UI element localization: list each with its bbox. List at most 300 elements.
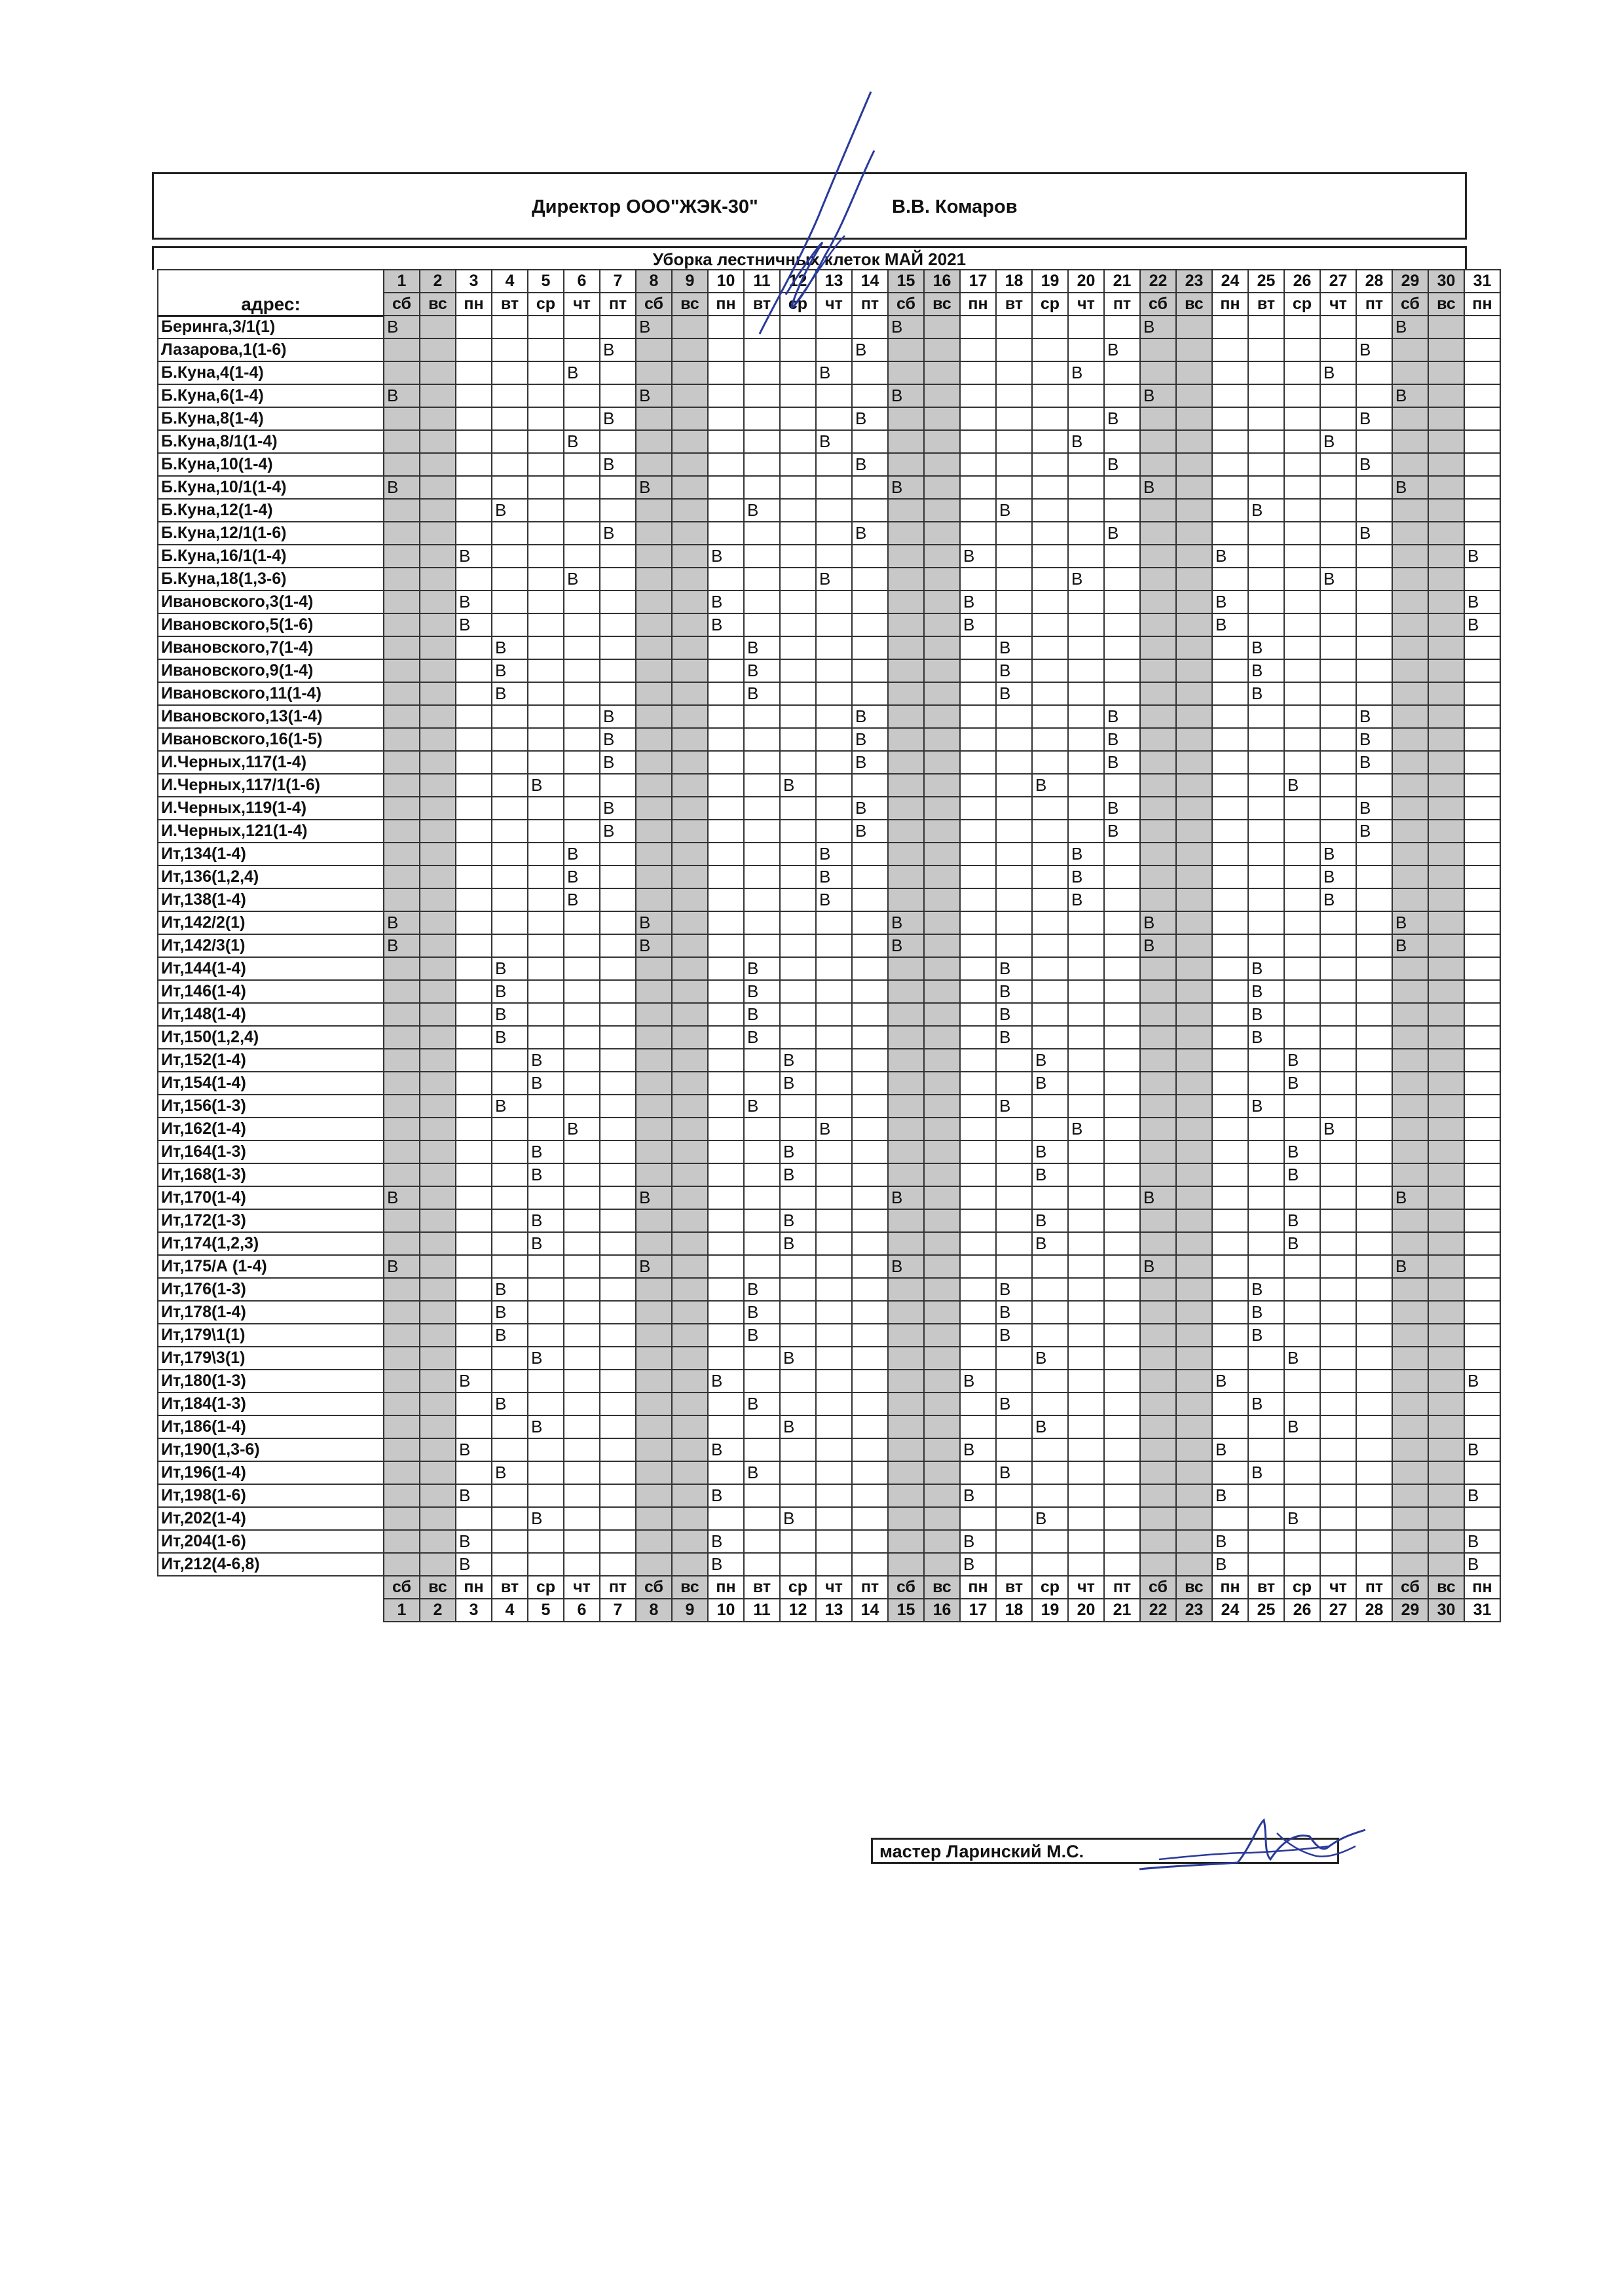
cleaning-mark: В bbox=[996, 1461, 1032, 1484]
schedule-cell bbox=[1428, 1163, 1464, 1186]
cleaning-mark: В bbox=[780, 1347, 816, 1370]
schedule-cell bbox=[420, 1393, 456, 1415]
schedule-cell bbox=[996, 453, 1032, 476]
cleaning-mark: В bbox=[744, 1278, 780, 1301]
schedule-cell bbox=[492, 866, 528, 888]
schedule-cell bbox=[1428, 499, 1464, 522]
cleaning-mark: В bbox=[1104, 728, 1140, 751]
schedule-cell bbox=[420, 1163, 456, 1186]
cleaning-mark: В bbox=[492, 1278, 528, 1301]
footer-blank bbox=[158, 1599, 384, 1622]
schedule-cell bbox=[1284, 797, 1320, 820]
weekday: сб bbox=[1140, 293, 1176, 316]
day-number: 10 bbox=[708, 1599, 744, 1622]
cleaning-mark: В bbox=[996, 1324, 1032, 1347]
cleaning-mark: В bbox=[708, 613, 744, 636]
schedule-cell bbox=[924, 774, 960, 797]
schedule-cell bbox=[564, 453, 600, 476]
schedule-cell bbox=[708, 934, 744, 957]
address-cell: Ит,142/3(1) bbox=[158, 934, 384, 957]
schedule-cell bbox=[672, 568, 708, 591]
weekday: чт bbox=[1320, 1576, 1356, 1599]
schedule-cell bbox=[636, 407, 672, 430]
schedule-cell bbox=[456, 1393, 492, 1415]
schedule-cell bbox=[672, 1163, 708, 1186]
schedule-cell bbox=[492, 1163, 528, 1186]
cleaning-mark: В bbox=[708, 1370, 744, 1393]
schedule-cell bbox=[744, 1049, 780, 1072]
schedule-cell bbox=[744, 1118, 780, 1140]
schedule-cell bbox=[816, 1347, 852, 1370]
schedule-cell bbox=[456, 797, 492, 820]
table-row bbox=[158, 1393, 1500, 1415]
schedule-cell bbox=[744, 797, 780, 820]
address-cell: Ивановского,9(1-4) bbox=[158, 659, 384, 682]
schedule-cell bbox=[528, 682, 564, 705]
schedule-cell bbox=[1176, 751, 1212, 774]
schedule-cell bbox=[1212, 1278, 1248, 1301]
schedule-cell bbox=[744, 361, 780, 384]
schedule-cell bbox=[600, 1186, 636, 1209]
cleaning-mark: В bbox=[996, 1026, 1032, 1049]
table-row bbox=[158, 911, 1500, 934]
address-cell: И.Черных,121(1-4) bbox=[158, 820, 384, 843]
schedule-cell bbox=[744, 1553, 780, 1576]
schedule-cell bbox=[816, 1186, 852, 1209]
schedule-cell bbox=[528, 1461, 564, 1484]
schedule-cell bbox=[564, 1370, 600, 1393]
cleaning-mark: В bbox=[384, 384, 420, 407]
cleaning-mark: В bbox=[1140, 911, 1176, 934]
schedule-cell bbox=[1284, 1484, 1320, 1507]
schedule-cell bbox=[1320, 797, 1356, 820]
schedule-cell bbox=[1104, 1324, 1140, 1347]
schedule-cell bbox=[672, 1507, 708, 1530]
schedule-cell bbox=[816, 751, 852, 774]
schedule-cell bbox=[1320, 1415, 1356, 1438]
schedule-cell bbox=[1248, 774, 1284, 797]
schedule-cell bbox=[708, 1118, 744, 1140]
schedule-cell bbox=[672, 1255, 708, 1278]
schedule-cell bbox=[600, 1140, 636, 1163]
schedule-cell bbox=[852, 888, 888, 911]
cleaning-mark: В bbox=[780, 1209, 816, 1232]
schedule-cell bbox=[924, 430, 960, 453]
address-cell: Ит,204(1-6) bbox=[158, 1530, 384, 1553]
schedule-cell bbox=[1464, 980, 1500, 1003]
cleaning-mark: В bbox=[852, 407, 888, 430]
schedule-cell bbox=[960, 934, 996, 957]
table-row bbox=[158, 728, 1500, 751]
schedule-cell bbox=[1320, 1301, 1356, 1324]
schedule-cell bbox=[1320, 1095, 1356, 1118]
schedule-cell bbox=[996, 820, 1032, 843]
schedule-cell bbox=[816, 820, 852, 843]
schedule-cell bbox=[924, 613, 960, 636]
schedule-cell bbox=[528, 522, 564, 545]
schedule-cell bbox=[1212, 797, 1248, 820]
schedule-cell bbox=[1284, 1438, 1320, 1461]
schedule-cell bbox=[1320, 1255, 1356, 1278]
schedule-cell bbox=[924, 407, 960, 430]
day-number: 23 bbox=[1176, 1599, 1212, 1622]
weekday: чт bbox=[816, 293, 852, 316]
schedule-cell bbox=[384, 591, 420, 613]
schedule-cell bbox=[1068, 1095, 1104, 1118]
schedule-cell bbox=[1176, 476, 1212, 499]
schedule-cell bbox=[1320, 591, 1356, 613]
schedule-cell bbox=[420, 934, 456, 957]
schedule-cell bbox=[672, 820, 708, 843]
schedule-cell bbox=[1356, 1461, 1392, 1484]
schedule-cell bbox=[708, 705, 744, 728]
schedule-cell bbox=[924, 1347, 960, 1370]
schedule-cell bbox=[888, 1209, 924, 1232]
schedule-cell bbox=[528, 728, 564, 751]
schedule-cell bbox=[1392, 1095, 1428, 1118]
schedule-cell bbox=[960, 797, 996, 820]
address-cell: Ит,136(1,2,4) bbox=[158, 866, 384, 888]
schedule-cell bbox=[600, 774, 636, 797]
schedule-cell bbox=[960, 1461, 996, 1484]
schedule-cell bbox=[1392, 888, 1428, 911]
schedule-cell bbox=[1176, 636, 1212, 659]
schedule-cell bbox=[1464, 888, 1500, 911]
schedule-cell bbox=[888, 659, 924, 682]
schedule-cell bbox=[1284, 1301, 1320, 1324]
schedule-cell bbox=[996, 1347, 1032, 1370]
schedule-cell bbox=[1140, 1232, 1176, 1255]
cleaning-mark: В bbox=[996, 1393, 1032, 1415]
schedule-cell bbox=[600, 316, 636, 338]
schedule-cell bbox=[636, 820, 672, 843]
schedule-cell bbox=[852, 1461, 888, 1484]
schedule-cell bbox=[708, 453, 744, 476]
schedule-cell bbox=[1464, 1347, 1500, 1370]
schedule-cell bbox=[492, 705, 528, 728]
cleaning-mark: В bbox=[456, 545, 492, 568]
schedule-cell bbox=[1392, 613, 1428, 636]
schedule-cell bbox=[1428, 843, 1464, 866]
schedule-cell bbox=[960, 705, 996, 728]
schedule-cell bbox=[960, 453, 996, 476]
schedule-cell bbox=[708, 911, 744, 934]
schedule-cell bbox=[852, 613, 888, 636]
address-cell: Ит,164(1-3) bbox=[158, 1140, 384, 1163]
schedule-cell bbox=[420, 1301, 456, 1324]
schedule-cell bbox=[1284, 1003, 1320, 1026]
schedule-cell bbox=[996, 728, 1032, 751]
schedule-cell bbox=[1392, 659, 1428, 682]
schedule-cell bbox=[960, 728, 996, 751]
schedule-cell bbox=[1320, 338, 1356, 361]
schedule-cell bbox=[1212, 1209, 1248, 1232]
schedule-cell bbox=[456, 361, 492, 384]
cleaning-mark: В bbox=[384, 476, 420, 499]
schedule-cell bbox=[1320, 682, 1356, 705]
schedule-cell bbox=[924, 1278, 960, 1301]
schedule-cell bbox=[1212, 430, 1248, 453]
schedule-cell bbox=[780, 866, 816, 888]
schedule-cell bbox=[816, 316, 852, 338]
schedule-cell bbox=[924, 384, 960, 407]
cleaning-mark: В bbox=[1284, 1415, 1320, 1438]
schedule-cell bbox=[780, 728, 816, 751]
schedule-cell bbox=[1068, 1209, 1104, 1232]
weekday: пн bbox=[708, 293, 744, 316]
schedule-cell bbox=[384, 1049, 420, 1072]
schedule-cell bbox=[1104, 316, 1140, 338]
schedule-cell bbox=[960, 1278, 996, 1301]
address-cell: Ит,212(4-6,8) bbox=[158, 1553, 384, 1576]
schedule-cell bbox=[672, 338, 708, 361]
schedule-cell bbox=[1104, 1072, 1140, 1095]
schedule-cell bbox=[852, 1301, 888, 1324]
address-cell: Ит,134(1-4) bbox=[158, 843, 384, 866]
schedule-cell bbox=[1248, 820, 1284, 843]
schedule-cell bbox=[708, 636, 744, 659]
schedule-cell bbox=[1392, 957, 1428, 980]
schedule-cell bbox=[600, 1370, 636, 1393]
schedule-cell bbox=[1248, 1186, 1284, 1209]
schedule-cell bbox=[1068, 591, 1104, 613]
cleaning-mark: В bbox=[996, 1278, 1032, 1301]
schedule-cell bbox=[384, 957, 420, 980]
schedule-cell bbox=[1428, 888, 1464, 911]
schedule-cell bbox=[1428, 1415, 1464, 1438]
cleaning-mark: В bbox=[1248, 1461, 1284, 1484]
director-name: В.В. Комаров bbox=[892, 196, 1018, 217]
schedule-cell bbox=[1176, 1530, 1212, 1553]
schedule-cell bbox=[816, 1530, 852, 1553]
schedule-cell bbox=[960, 338, 996, 361]
schedule-cell bbox=[420, 338, 456, 361]
schedule-cell bbox=[1464, 659, 1500, 682]
schedule-cell bbox=[1140, 682, 1176, 705]
schedule-cell bbox=[456, 1163, 492, 1186]
schedule-cell bbox=[924, 1393, 960, 1415]
schedule-cell bbox=[1284, 338, 1320, 361]
address-cell: Ит,168(1-3) bbox=[158, 1163, 384, 1186]
day-number: 18 bbox=[996, 1599, 1032, 1622]
table-row bbox=[158, 1095, 1500, 1118]
schedule-cell bbox=[492, 407, 528, 430]
schedule-cell bbox=[1464, 934, 1500, 957]
schedule-cell bbox=[384, 843, 420, 866]
schedule-cell bbox=[672, 1301, 708, 1324]
schedule-cell bbox=[636, 705, 672, 728]
cleaning-mark: В bbox=[744, 1461, 780, 1484]
day-number: 31 bbox=[1464, 270, 1500, 293]
cleaning-mark: В bbox=[780, 1072, 816, 1095]
schedule-cell bbox=[1356, 1301, 1392, 1324]
weekday: вт bbox=[492, 293, 528, 316]
weekday: пн bbox=[456, 293, 492, 316]
schedule-cell bbox=[780, 843, 816, 866]
schedule-cell bbox=[1176, 613, 1212, 636]
schedule-cell bbox=[924, 1301, 960, 1324]
cleaning-mark: В bbox=[1212, 1484, 1248, 1507]
schedule-cell bbox=[816, 384, 852, 407]
schedule-cell bbox=[636, 568, 672, 591]
schedule-cell bbox=[1176, 453, 1212, 476]
table-row bbox=[158, 1072, 1500, 1095]
schedule-cell bbox=[1464, 384, 1500, 407]
schedule-cell bbox=[1284, 820, 1320, 843]
schedule-cell bbox=[1140, 430, 1176, 453]
address-cell: Б.Куна,8/1(1-4) bbox=[158, 430, 384, 453]
cleaning-mark: В bbox=[1104, 820, 1140, 843]
cleaning-mark: В bbox=[1248, 1324, 1284, 1347]
schedule-cell bbox=[636, 591, 672, 613]
cleaning-mark: В bbox=[960, 1370, 996, 1393]
schedule-cell bbox=[744, 934, 780, 957]
day-number: 4 bbox=[492, 270, 528, 293]
schedule-cell bbox=[564, 1438, 600, 1461]
schedule-cell bbox=[888, 568, 924, 591]
schedule-cell bbox=[1104, 866, 1140, 888]
schedule-cell bbox=[1248, 934, 1284, 957]
cleaning-mark: В bbox=[780, 1140, 816, 1163]
schedule-cell bbox=[960, 659, 996, 682]
cleaning-mark: В bbox=[528, 1072, 564, 1095]
cleaning-mark: В bbox=[1212, 613, 1248, 636]
schedule-cell bbox=[924, 361, 960, 384]
schedule-cell bbox=[420, 1026, 456, 1049]
schedule-cell bbox=[564, 1415, 600, 1438]
schedule-cell bbox=[1140, 1484, 1176, 1507]
weekday: сб bbox=[1392, 293, 1428, 316]
schedule-cell bbox=[492, 1438, 528, 1461]
schedule-cell bbox=[708, 361, 744, 384]
schedule-cell bbox=[1104, 476, 1140, 499]
schedule-cell bbox=[1428, 911, 1464, 934]
schedule-cell bbox=[1176, 1072, 1212, 1095]
schedule-cell bbox=[456, 843, 492, 866]
schedule-cell bbox=[564, 613, 600, 636]
schedule-cell bbox=[780, 1553, 816, 1576]
schedule-cell bbox=[1176, 1461, 1212, 1484]
schedule-cell bbox=[420, 957, 456, 980]
schedule-cell bbox=[996, 613, 1032, 636]
schedule-cell bbox=[672, 1438, 708, 1461]
schedule-cell bbox=[888, 1232, 924, 1255]
table-row bbox=[158, 1324, 1500, 1347]
address-cell: Ит,150(1,2,4) bbox=[158, 1026, 384, 1049]
schedule-cell bbox=[636, 682, 672, 705]
schedule-cell bbox=[420, 980, 456, 1003]
schedule-cell bbox=[1104, 1163, 1140, 1186]
day-number: 27 bbox=[1320, 1599, 1356, 1622]
schedule-cell bbox=[1428, 934, 1464, 957]
schedule-cell bbox=[600, 1553, 636, 1576]
schedule-cell bbox=[420, 453, 456, 476]
schedule-cell bbox=[1428, 1484, 1464, 1507]
schedule-cell bbox=[600, 980, 636, 1003]
schedule-cell bbox=[1320, 1140, 1356, 1163]
schedule-cell bbox=[1320, 980, 1356, 1003]
cleaning-mark: В bbox=[636, 316, 672, 338]
cleaning-mark: В bbox=[744, 636, 780, 659]
schedule-cell bbox=[816, 1438, 852, 1461]
schedule-cell bbox=[1248, 1140, 1284, 1163]
schedule-cell bbox=[780, 797, 816, 820]
cleaning-mark: В bbox=[1248, 1095, 1284, 1118]
schedule-cell bbox=[960, 430, 996, 453]
schedule-cell bbox=[384, 1301, 420, 1324]
schedule-cell bbox=[492, 888, 528, 911]
weekday: пт bbox=[852, 293, 888, 316]
schedule-cell bbox=[600, 843, 636, 866]
schedule-cell bbox=[636, 636, 672, 659]
schedule-cell bbox=[1104, 1095, 1140, 1118]
schedule-cell bbox=[1212, 1003, 1248, 1026]
schedule-cell bbox=[636, 751, 672, 774]
cleaning-mark: В bbox=[1212, 545, 1248, 568]
cleaning-mark: В bbox=[852, 751, 888, 774]
schedule-cell bbox=[1428, 1072, 1464, 1095]
schedule-cell bbox=[1464, 568, 1500, 591]
schedule-cell bbox=[780, 1186, 816, 1209]
schedule-cell bbox=[1464, 1118, 1500, 1140]
schedule-cell bbox=[420, 911, 456, 934]
schedule-cell bbox=[492, 843, 528, 866]
schedule-cell bbox=[492, 338, 528, 361]
schedule-cell bbox=[420, 659, 456, 682]
address-cell: Ит,154(1-4) bbox=[158, 1072, 384, 1095]
schedule-cell bbox=[456, 934, 492, 957]
schedule-cell bbox=[1140, 613, 1176, 636]
schedule-cell bbox=[924, 1415, 960, 1438]
day-number: 16 bbox=[924, 270, 960, 293]
cleaning-mark: В bbox=[888, 384, 924, 407]
schedule-cell bbox=[492, 911, 528, 934]
day-number: 25 bbox=[1248, 1599, 1284, 1622]
schedule-cell bbox=[564, 1530, 600, 1553]
schedule-cell bbox=[456, 1301, 492, 1324]
schedule-cell bbox=[960, 911, 996, 934]
schedule-cell bbox=[528, 453, 564, 476]
schedule-cell bbox=[1428, 1140, 1464, 1163]
cleaning-mark: В bbox=[708, 1438, 744, 1461]
schedule-cell bbox=[1104, 1530, 1140, 1553]
schedule-cell bbox=[1356, 1438, 1392, 1461]
cleaning-mark: В bbox=[492, 659, 528, 682]
schedule-cell bbox=[420, 1278, 456, 1301]
schedule-cell bbox=[564, 636, 600, 659]
cleaning-mark: В bbox=[960, 1553, 996, 1576]
schedule-cell bbox=[672, 957, 708, 980]
schedule-cell bbox=[1068, 682, 1104, 705]
cleaning-mark: В bbox=[996, 659, 1032, 682]
schedule-cell bbox=[1212, 499, 1248, 522]
cleaning-mark: В bbox=[456, 613, 492, 636]
schedule-cell bbox=[852, 1255, 888, 1278]
schedule-cell bbox=[960, 1095, 996, 1118]
schedule-cell bbox=[384, 1140, 420, 1163]
schedule-cell bbox=[924, 1507, 960, 1530]
day-number: 20 bbox=[1068, 1599, 1104, 1622]
schedule-cell bbox=[528, 1026, 564, 1049]
schedule-cell bbox=[888, 613, 924, 636]
weekday: сб bbox=[384, 293, 420, 316]
schedule-cell bbox=[1356, 934, 1392, 957]
schedule-cell bbox=[888, 453, 924, 476]
schedule-cell bbox=[456, 728, 492, 751]
schedule-cell bbox=[1428, 1095, 1464, 1118]
schedule-cell bbox=[1284, 316, 1320, 338]
schedule-cell bbox=[1356, 1484, 1392, 1507]
